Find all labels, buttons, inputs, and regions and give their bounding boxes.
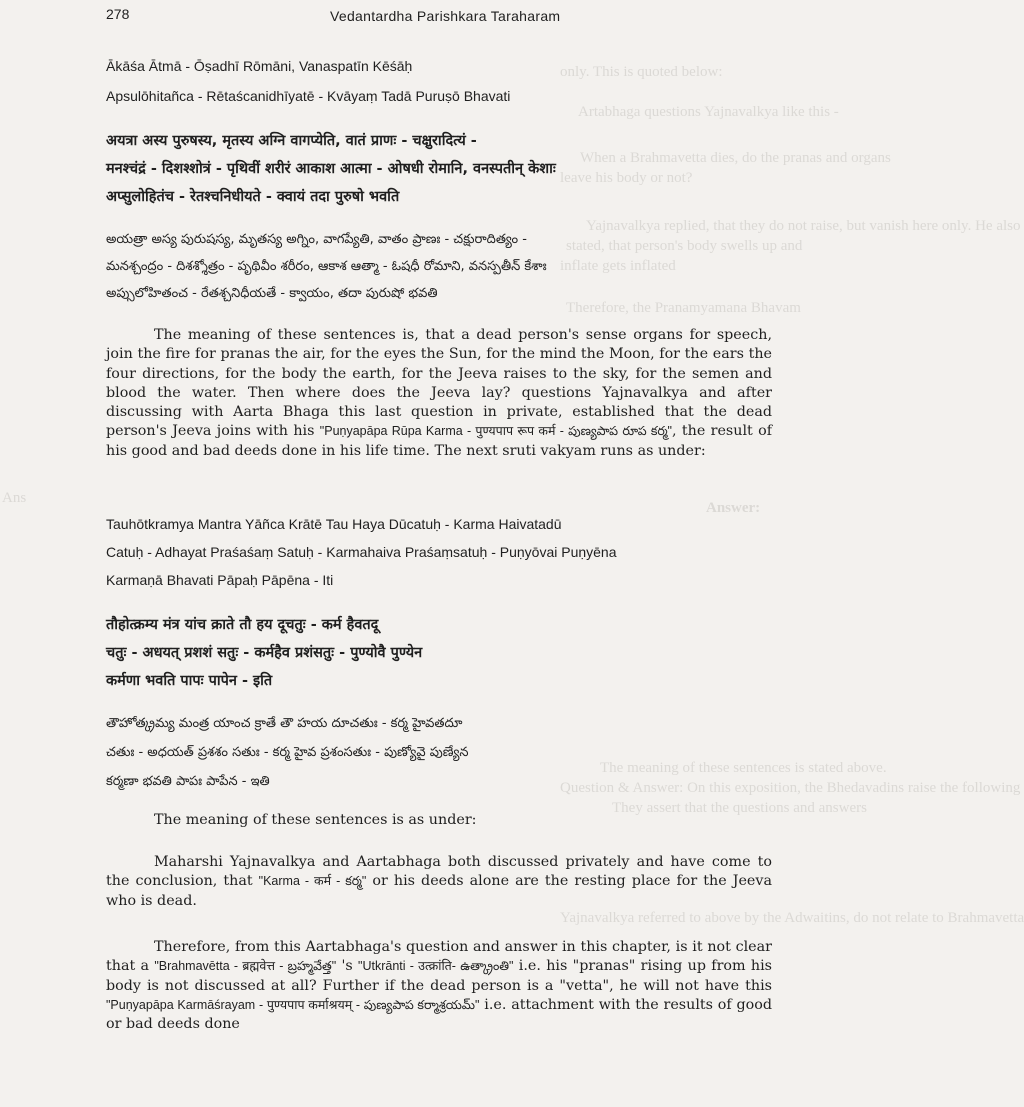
devanagari-line: चतुः - अधयत् प्रशशं सतुः - कर्महैव प्रशंसतुः - पुण्योवै पुण्येन bbox=[106, 645, 423, 661]
inline-term: "Utkrānti - उत्क्रांति- ఉత్క్రాంతి" bbox=[358, 959, 514, 974]
paragraph-text: Maharshi Yajnavalkya and Aartabhaga both discussed privately and have come to the conclusion, that bbox=[106, 854, 772, 890]
meaning-line: The meaning of these sentences is as under: bbox=[154, 812, 477, 828]
telugu-line: మనశ్చంద్రం - దిశశ్శోత్రం - పృథివీం శరీరం, ఆకాశ ఆత్మా - ఓషధీ రోమాని, వనస్పతీన్ కేశాః bbox=[106, 259, 547, 274]
transliteration-line: Ākāśa Ātmā - Ōṣadhī Rōmāni, Vanaspatīn Kēśāḥ bbox=[106, 58, 413, 74]
telugu-line: తౌహోత్క్రమ్య మంత్ర యాంచ క్రాతే తౌ హయ దూచతుః - కర్మ హైవతదూ bbox=[106, 716, 463, 731]
telugu-line: అయత్రా అస్య పురుషస్య, మృతస్య అగ్నిం, వాగప్యేతి, వాతం ప్రాణః - చక్షురాదిత్యం - bbox=[106, 232, 527, 247]
bleed-line: When a Brahmavetta dies, do the pranas and organs bbox=[580, 150, 891, 166]
transliteration-line: Apsulōhitañca - Rētaścanidhīyatē - Kvāyaṃ Tadā Puruṣō Bhavati bbox=[106, 88, 511, 104]
telugu-line: చతుః - అధయత్ ప్రశశం సతుః - కర్మ హైవ ప్రశంసతుః - పుణ్యోవై పుణ్యేన bbox=[106, 745, 469, 760]
paragraph-text: 's bbox=[336, 958, 359, 975]
bleed-line: Therefore, the Pranamyamana Bhavam bbox=[566, 300, 801, 316]
devanagari-line: अप्सुलोहितंच - रेतश्चनिधीयते - क्वायं तदा पुरुषो भवति bbox=[106, 189, 400, 205]
bleed-line: leave his body or not? bbox=[560, 170, 693, 186]
bleed-line: Yajnavalkya referred to above by the Adwaitins, do not relate to Brahmavetta bbox=[560, 910, 1024, 926]
paragraph-text: The meaning of these sentences is, that a dead person's sense organs for speech, join the fire for pranas the air, for the eyes the Sun, for the mind the Moon, for the ears the four directions, for the body the earth, for the Jeeva raises to the sky, for the semen and blood the water. Then where does the Jeeva lay? questions Yajnavalkya and after discussing with Aarta Bhaga this last question in private, established that the dead person's Jeeva joins with his bbox=[106, 327, 772, 440]
devanagari-line: अयत्रा अस्य पुरुषस्य, मृतस्य अग्नि वागप्येति, वातं प्राणः - चक्षुरादित्यं - bbox=[106, 133, 477, 149]
page-number: 278 bbox=[106, 6, 130, 22]
bleed-line: They assert that the questions and answers bbox=[612, 800, 867, 816]
bleed-line: The meaning of these sentences is stated above. bbox=[600, 760, 887, 776]
paragraph-text: , the result of his good and bad deeds done in his life time. The next sruti vakyam runs as under: bbox=[106, 423, 772, 459]
telugu-line: కర్మణా భవతి పాపః పాపేన - ఇతి bbox=[106, 774, 270, 789]
bleed-line: inflate gets inflated bbox=[560, 258, 676, 274]
transliteration-line: Catuḥ - Adhayat Praśaśaṃ Satuḥ - Karmahaiva Praśaṃsatuḥ - Puṇyōvai Puṇyēna bbox=[106, 544, 617, 560]
bleed-line: only. This is quoted below: bbox=[560, 64, 723, 80]
bleed-line: stated, that person's body swells up and bbox=[566, 238, 803, 254]
devanagari-line: तौहोत्क्रम्य मंत्र यांच क्राते तौ हय दूचतुः - कर्म हैवतदू bbox=[106, 617, 379, 633]
running-title: Vedantardha Parishkara Taraharam bbox=[330, 8, 561, 24]
inline-term: "Brahmavētta - ब्रह्मवेत्त - బ్రహ్మవేత్త" bbox=[154, 959, 337, 974]
argument-paragraph bbox=[106, 938, 772, 1034]
bleed-line: Question & Answer: On this exposition, the Bhedavadins raise the following bbox=[560, 780, 1021, 796]
paragraph-text: or his deeds alone are the resting place for the Jeeva who is dead. bbox=[106, 873, 772, 909]
paragraph-text: i.e. his "pranas" rising up from his body is not discussed at all? Further if the dead person is a "vetta", he will not have this bbox=[106, 958, 772, 994]
bleed-line: Artabhaga questions Yajnavalkya like this - bbox=[578, 104, 839, 120]
paragraph-text: i.e. attachment with the results of good or bad deeds done bbox=[106, 996, 773, 1033]
inline-term: "Puṇyapāpa Rūpa Karma - पुण्यपाप रूप कर्म - పుణ్యపాప రూప కర్మ" bbox=[319, 424, 672, 439]
transliteration-line: Karmaṇā Bhavati Pāpaḥ Pāpēna - Iti bbox=[106, 572, 334, 588]
bleed-line: Ans bbox=[2, 490, 27, 506]
paragraph-text: Therefore, from this Aartabhaga's question and answer in this chapter, is it not clear that a bbox=[106, 939, 772, 975]
conclusion-paragraph bbox=[106, 853, 772, 911]
transliteration-line: Tauhōtkramya Mantra Yāñca Krātē Tau Haya Dūcatuḥ - Karma Haivatadū bbox=[106, 516, 562, 532]
devanagari-line: मनश्चंद्रं - दिशश्शोत्रं - पृथिवीं शरीरं आकाश आत्मा - ओषधी रोमानि, वनस्पतीन् केशाः bbox=[106, 161, 556, 177]
telugu-line: అప్సులోహితంచ - రేతశ్చనిధీయతే - క్వాయం, తదా పురుషో భవతి bbox=[106, 286, 438, 301]
meaning-paragraph bbox=[106, 326, 772, 461]
devanagari-line: कर्मणा भवति पापः पापेन - इति bbox=[106, 673, 273, 689]
inline-term: "Puṇyapāpa Karmāśrayam - पुण्यपाप कर्माश्रयम् - పుణ్యపాప కర్మాశ్రయమ్" bbox=[106, 997, 480, 1012]
inline-term: "Karma - कर्म - కర్మ" bbox=[258, 874, 367, 889]
bleed-line: Yajnavalkya replied, that they do not raise, but vanish here only. He also bbox=[586, 218, 1021, 234]
bleed-line: Answer: bbox=[706, 500, 761, 516]
